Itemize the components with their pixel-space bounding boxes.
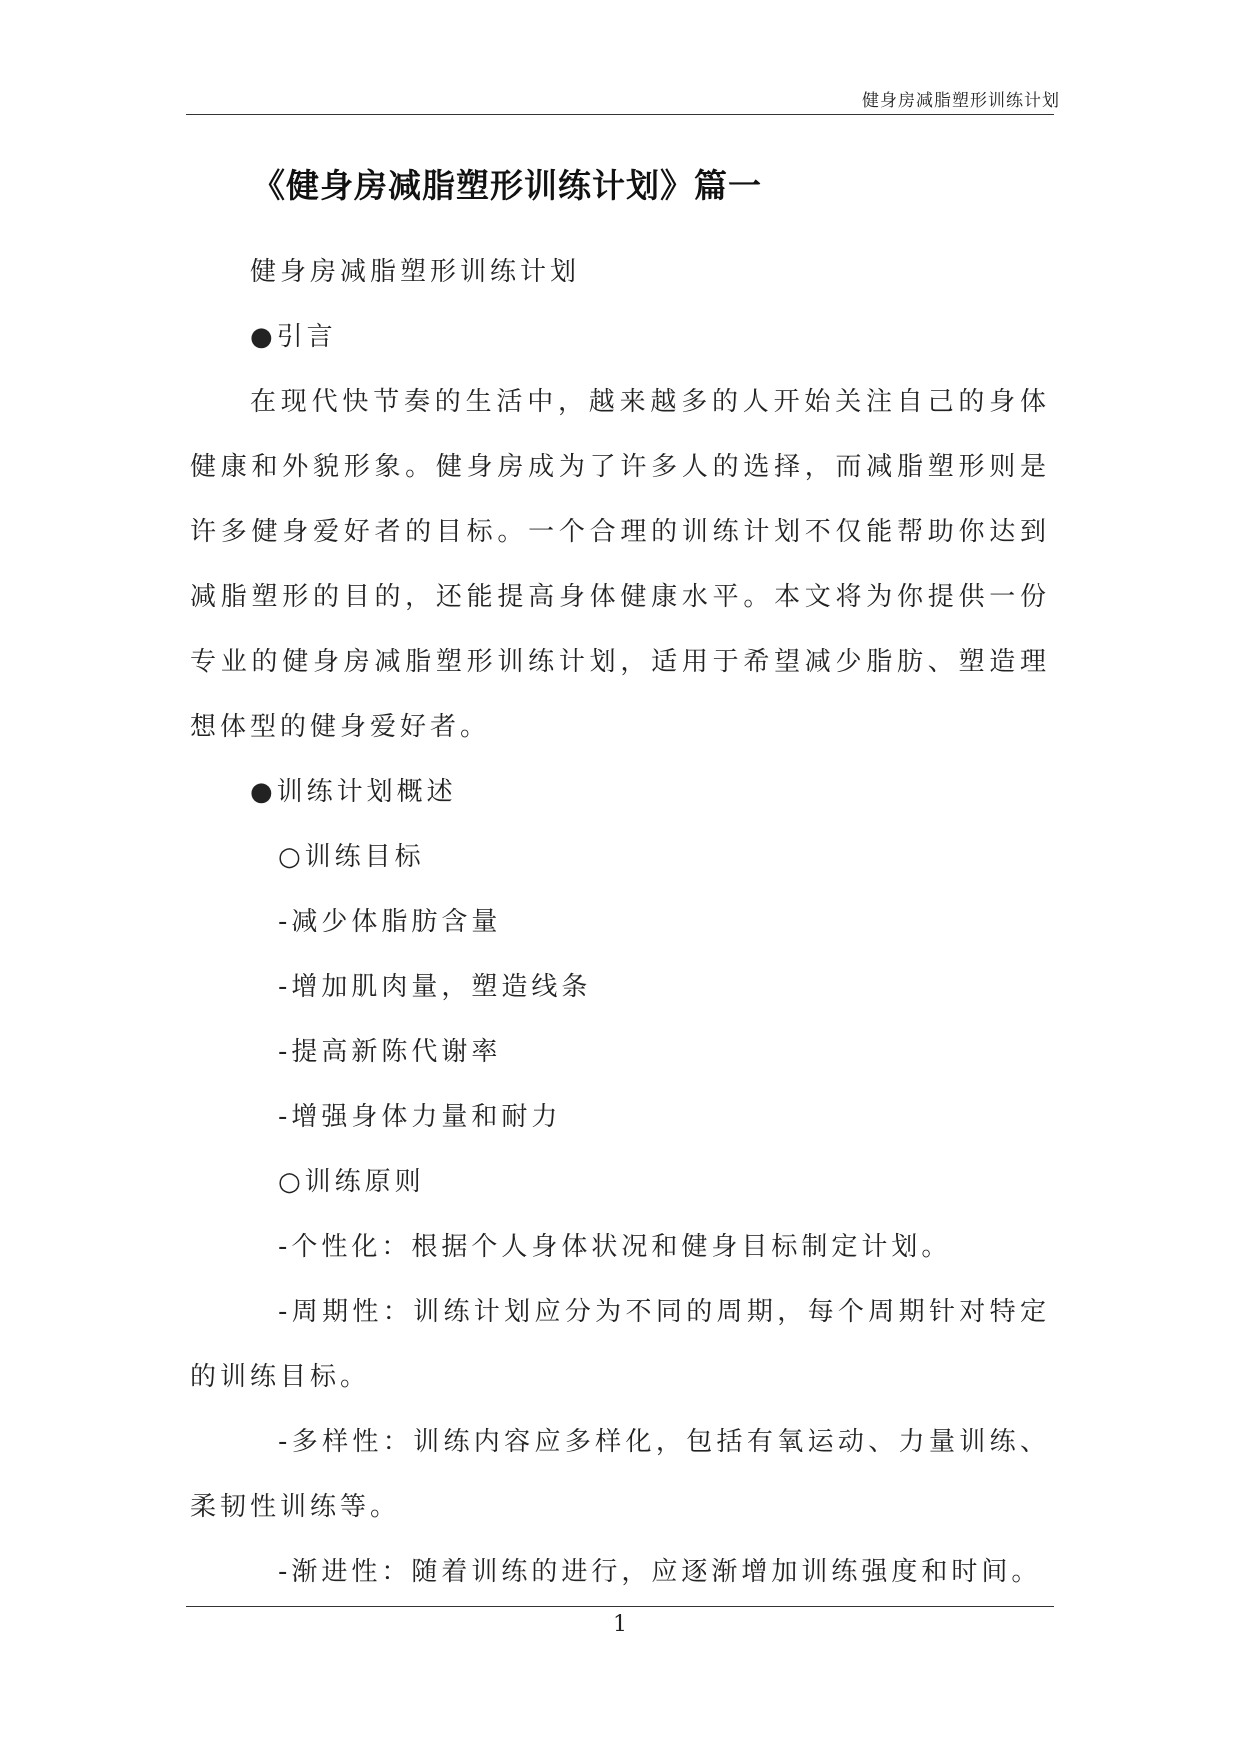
section-heading-introduction: ●引言 xyxy=(250,322,337,352)
intro-paragraph: 在现代快节奏的生活中，越来越多的人开始关注自己的身体健康和外貌形象。健身房成为了许多人的选择，而减脂塑形则是许多健身爱好者的目标。一个合理的训练计划不仅能帮助你达到减脂塑形的目的，还能提高身体健康水平。本文将为你提供一份专业的健身房减脂塑形训练计划，适用于希望减少脂肪、塑造理想体型的健身爱好者。 xyxy=(190,387,1050,742)
goal-item: -提高新陈代谢率 xyxy=(278,1037,502,1067)
subheading-training-goals: ○训练目标 xyxy=(278,842,425,872)
principle-item: -渐进性：随着训练的进行，应逐渐增加训练强度和时间。 xyxy=(278,1557,1042,1587)
goal-item: -增强身体力量和耐力 xyxy=(278,1102,562,1132)
goal-item: -增加肌肉量，塑造线条 xyxy=(278,972,592,1002)
header-divider xyxy=(186,114,1054,115)
footer-divider xyxy=(186,1606,1054,1607)
principle-item: -周期性：训练计划应分为不同的周期，每个周期针对特定的训练目标。 xyxy=(190,1297,1050,1392)
principle-item: -个性化：根据个人身体状况和健身目标制定计划。 xyxy=(278,1232,952,1262)
section-heading-overview: ●训练计划概述 xyxy=(250,777,457,807)
subheading-training-principles: ○训练原则 xyxy=(278,1167,425,1197)
subtitle-line: 健身房减脂塑形训练计划 xyxy=(250,257,581,287)
running-header: 健身房减脂塑形训练计划 xyxy=(862,91,1060,111)
document-body xyxy=(190,240,1050,1605)
document-title: 《健身房减脂塑形训练计划》篇一 xyxy=(252,166,762,205)
goal-item: -减少体脂肪含量 xyxy=(278,907,502,937)
principle-item: -多样性：训练内容应多样化，包括有氧运动、力量训练、柔韧性训练等。 xyxy=(190,1427,1050,1522)
page-number: 1 xyxy=(613,1612,627,1637)
